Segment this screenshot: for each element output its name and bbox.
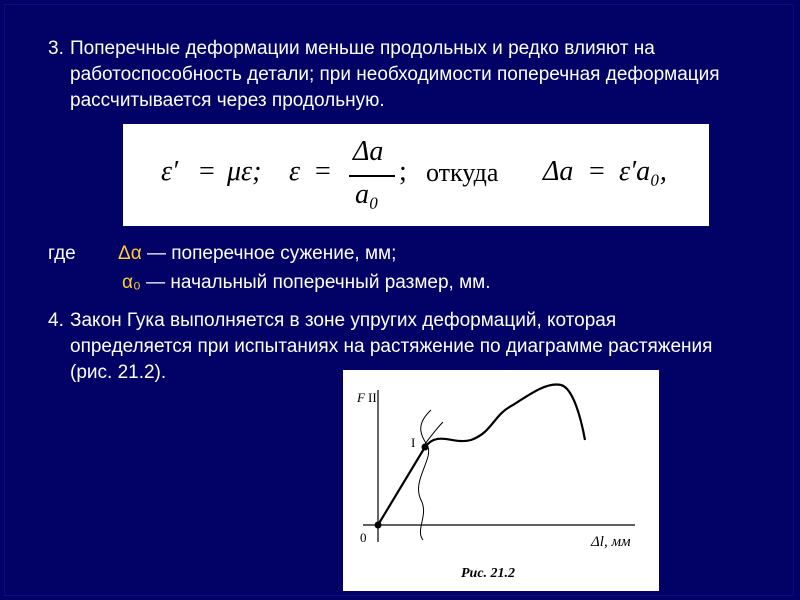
where-label: где [48, 243, 76, 264]
eq2-equals: = [315, 156, 331, 187]
figure-caption: Рис. 21.2 [461, 566, 516, 581]
eq1-equals: = [199, 156, 215, 187]
eq2-denominator: a₀ [355, 179, 379, 210]
y-axis-label: F [357, 390, 365, 405]
point-3-text [48, 36, 748, 114]
tension-curve [378, 384, 585, 525]
point-label-i: I [411, 435, 416, 450]
eq2-semicolon: ; [399, 156, 407, 187]
eq3-equals: = [589, 156, 605, 187]
definition-1-text: — поперечное сужение, мм; [141, 243, 397, 264]
point-4-body: Закон Гука выполняется в зоне упругих деформаций, которая определяется при испытаниях на растяжение по диаграмме растяжения (рис. 21.2). [70, 310, 713, 383]
definition-2-text: — начальный поперечный размер, мм. [140, 272, 491, 293]
tension-diagram-figure [343, 370, 659, 591]
definition-1-symbol: Δα [118, 243, 142, 264]
word-otkuda: откуда [426, 158, 499, 187]
specimen-outline-left [419, 410, 431, 540]
proportional-limit-point [422, 444, 429, 451]
definition-2 [122, 271, 491, 295]
eq3-lhs: Δa [543, 156, 574, 187]
origin-label: 0 [360, 530, 367, 545]
formula-box [123, 124, 709, 226]
origin-point [375, 522, 382, 529]
eq1-rhs: με; [227, 156, 262, 187]
eq2-lhs: ε [289, 156, 301, 187]
point-3-number: 3. [48, 38, 64, 59]
eq3-rhs: ε′a₀, [619, 156, 667, 187]
point-3-body: Поперечные деформации меньше продольных и редко влияют на работоспособность детали; при необходимости поперечная деформация рассчитывается через продольную. [70, 38, 720, 111]
eq1-lhs: ε′ [161, 156, 179, 187]
definition-1 [118, 242, 396, 266]
tension-diagram [343, 370, 659, 591]
x-axis-label: Δl, мм [591, 534, 631, 550]
definition-2-symbol: α₀ [122, 272, 141, 293]
paragraph-point-3 [48, 36, 748, 114]
fraction-bar [349, 175, 395, 177]
point-4-number: 4. [48, 310, 64, 331]
eq2-numerator: Δa [353, 136, 384, 167]
point-label-ii: II [368, 390, 377, 405]
